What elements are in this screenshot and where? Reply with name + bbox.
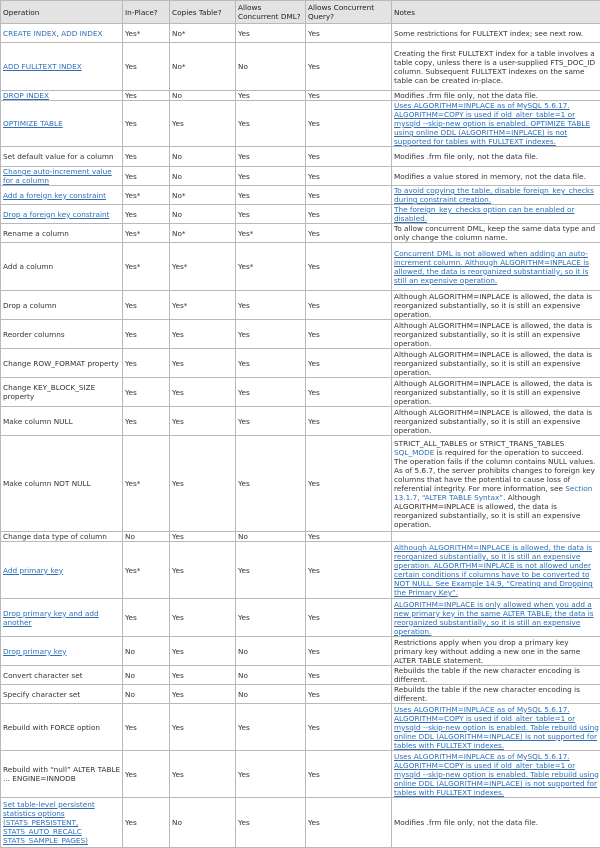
operation-link[interactable]: OPTIMIZE TABLE: [3, 119, 63, 128]
concurrent-dml-cell: Yes*: [236, 243, 306, 291]
notes-link[interactable]: The foreign_key_checks option can be enabled or disabled.: [394, 205, 575, 223]
notes-cell: [392, 637, 600, 666]
concurrent-query-cell: Yes: [306, 542, 392, 599]
table-row: [1, 291, 600, 320]
concurrent-dml-cell: No: [236, 532, 306, 542]
header-concurrent-dml: Allows Concurrent DML?: [236, 1, 306, 24]
concurrent-dml-cell: Yes: [236, 378, 306, 407]
concurrent-query-cell: Yes: [306, 291, 392, 320]
table-row: [1, 407, 600, 436]
copies-table-cell: Yes: [170, 751, 236, 798]
operation-link[interactable]: Add primary key: [3, 566, 63, 575]
operation-text: Change ROW_FORMAT property: [3, 359, 119, 368]
table-row: [1, 599, 600, 637]
in-place-cell: Yes: [123, 291, 170, 320]
copies-table-cell: Yes: [170, 637, 236, 666]
operation-cell: [1, 167, 123, 186]
operation-cell: [1, 224, 123, 243]
operation-text: Set default value for a column: [3, 152, 114, 161]
operation-cell: [1, 599, 123, 637]
header-operation: Operation: [1, 1, 123, 24]
notes-text: Rebuilds the table if the new character encoding is different.: [394, 666, 580, 684]
in-place-cell: Yes: [123, 751, 170, 798]
notes-cell: [392, 243, 600, 291]
notes-link[interactable]: SQL_MODE: [394, 448, 434, 457]
notes-link[interactable]: Although ALGORITHM=INPLACE is allowed, the data is reorganized substantially, so it is still an expensive operation. ALGORITHM=INPLACE is not allowed under certain conditions if columns have to be converted to NOT NULL. See Example 14.9, “Creating and Dropping the Primary Key”.: [394, 543, 593, 597]
operation-link[interactable]: Change auto-increment value for a column: [3, 167, 112, 185]
operation-text: Make column NOT NULL: [3, 479, 91, 488]
copies-table-cell: Yes: [170, 349, 236, 378]
notes-link[interactable]: Uses ALGORITHM=INPLACE as of MySQL 5.6.17. ALGORITHM=COPY is used if old_alter_table=1 or mysqld --skip-new option is enabled. Table rebuild using online DDL (ALGORITHM=INPLACE) is not supported for tables with FULLTEXT indexes.: [394, 705, 599, 750]
copies-table-cell: No: [170, 167, 236, 186]
copies-table-cell: Yes: [170, 101, 236, 147]
concurrent-query-cell: Yes: [306, 704, 392, 751]
table-row: [1, 224, 600, 243]
notes-link[interactable]: To avoid copying the table, disable foreign_key_checks during constraint creation.: [394, 186, 594, 204]
operation-text: Add a column: [3, 262, 53, 271]
table-row: [1, 147, 600, 167]
in-place-cell: Yes: [123, 704, 170, 751]
concurrent-dml-cell: No: [236, 637, 306, 666]
concurrent-dml-cell: Yes: [236, 436, 306, 532]
notes-text: Modifies .frm file only, not the data file.: [394, 818, 538, 827]
notes-link[interactable]: Concurrent DML is not allowed when adding an auto-increment column. Although ALGORITHM=INPLACE is allowed, the data is reorganized substantially, so it is still an expensive operation.: [394, 249, 589, 285]
in-place-cell: Yes: [123, 407, 170, 436]
concurrent-dml-cell: No: [236, 685, 306, 704]
notes-text: . Although ALGORITHM=INPLACE is allowed, the data is reorganized substantially, so it is still an expensive operation.: [394, 493, 580, 529]
notes-cell: [392, 599, 600, 637]
operation-cell: [1, 101, 123, 147]
in-place-cell: Yes: [123, 320, 170, 349]
operation-cell: [1, 637, 123, 666]
table-row: [1, 205, 600, 224]
notes-cell: [392, 24, 600, 43]
concurrent-query-cell: Yes: [306, 599, 392, 637]
copies-table-cell: Yes: [170, 666, 236, 685]
operation-cell: [1, 186, 123, 205]
copies-table-cell: Yes: [170, 532, 236, 542]
concurrent-dml-cell: Yes: [236, 320, 306, 349]
in-place-cell: Yes*: [123, 436, 170, 532]
operation-text: Reorder columns: [3, 330, 65, 339]
concurrent-dml-cell: Yes: [236, 186, 306, 205]
notes-cell: [392, 685, 600, 704]
notes-text: STRICT_ALL_TABLES or STRICT_TRANS_TABLES: [394, 439, 564, 448]
operation-text: Change KEY_BLOCK_SIZE property: [3, 383, 95, 401]
concurrent-dml-cell: Yes: [236, 24, 306, 43]
concurrent-query-cell: Yes: [306, 243, 392, 291]
table-row: [1, 186, 600, 205]
notes-link[interactable]: Uses ALGORITHM=INPLACE as of MySQL 5.6.17. ALGORITHM=COPY is used if old_alter_table=1 or mysqld --skip-new option is enabled. Table rebuild using online DDL (ALGORITHM=INPLACE) is not supported for tables with FULLTEXT indexes.: [394, 752, 599, 797]
operation-cell: [1, 91, 123, 101]
operation-text: Convert character set: [3, 671, 83, 680]
in-place-cell: No: [123, 637, 170, 666]
header-copies-table: Copies Table?: [170, 1, 236, 24]
notes-text: Modifies .frm file only, not the data file.: [394, 152, 538, 161]
concurrent-dml-cell: Yes: [236, 798, 306, 848]
notes-text: Rebuilds the table if the new character encoding is different.: [394, 685, 580, 703]
concurrent-dml-cell: Yes: [236, 704, 306, 751]
concurrent-dml-cell: Yes: [236, 91, 306, 101]
notes-cell: [392, 436, 600, 532]
table-body: [1, 24, 600, 848]
operation-link[interactable]: Drop a foreign key constraint: [3, 210, 109, 219]
concurrent-dml-cell: No: [236, 666, 306, 685]
notes-cell: [392, 147, 600, 167]
table-row: [1, 243, 600, 291]
in-place-cell: Yes: [123, 91, 170, 101]
concurrent-dml-cell: Yes: [236, 291, 306, 320]
operation-cell: [1, 542, 123, 599]
notes-text: Although ALGORITHM=INPLACE is allowed, the data is reorganized substantially, so it is still an expensive operation.: [394, 321, 592, 348]
concurrent-query-cell: Yes: [306, 685, 392, 704]
copies-table-cell: Yes: [170, 599, 236, 637]
in-place-cell: Yes*: [123, 186, 170, 205]
header-in-place: In-Place?: [123, 1, 170, 24]
in-place-cell: Yes: [123, 101, 170, 147]
in-place-cell: Yes*: [123, 243, 170, 291]
operation-text: Rename a column: [3, 229, 69, 238]
in-place-cell: No: [123, 685, 170, 704]
in-place-cell: No: [123, 666, 170, 685]
notes-cell: [392, 532, 600, 542]
operation-cell: [1, 751, 123, 798]
operation-cell: [1, 320, 123, 349]
notes-text: Although ALGORITHM=INPLACE is allowed, the data is reorganized substantially, so it is still an expensive operation.: [394, 292, 592, 319]
copies-table-cell: No*: [170, 43, 236, 91]
copies-table-cell: Yes: [170, 407, 236, 436]
concurrent-query-cell: Yes: [306, 532, 392, 542]
notes-text: Modifies .frm file only, not the data file.: [394, 91, 538, 100]
header-notes: Notes: [392, 1, 600, 24]
table-row: [1, 542, 600, 599]
operation-text: Specify character set: [3, 690, 80, 699]
in-place-cell: No: [123, 532, 170, 542]
operation-link[interactable]: Set table-level persistent statistics options (STATS_PERSISTENT, STATS_AUTO_RECALC STATS_SAMPLE_PAGES): [3, 800, 95, 845]
table-row: [1, 43, 600, 91]
copies-table-cell: No*: [170, 224, 236, 243]
operation-link[interactable]: DROP INDEX: [3, 91, 49, 100]
operation-cell: [1, 532, 123, 542]
concurrent-dml-cell: Yes*: [236, 224, 306, 243]
copies-table-cell: Yes: [170, 704, 236, 751]
table-row: [1, 704, 600, 751]
table-row: [1, 378, 600, 407]
operation-cell: [1, 349, 123, 378]
copies-table-cell: No: [170, 91, 236, 101]
concurrent-query-cell: Yes: [306, 436, 392, 532]
concurrent-query-cell: Yes: [306, 91, 392, 101]
header-row: [1, 1, 600, 24]
notes-cell: [392, 542, 600, 599]
table-row: [1, 637, 600, 666]
concurrent-query-cell: Yes: [306, 205, 392, 224]
operation-cell: [1, 205, 123, 224]
operation-text: ,: [56, 29, 61, 38]
concurrent-query-cell: Yes: [306, 147, 392, 167]
table-row: [1, 91, 600, 101]
concurrent-query-cell: Yes: [306, 43, 392, 91]
notes-cell: [392, 224, 600, 243]
copies-table-cell: No: [170, 798, 236, 848]
copies-table-cell: No: [170, 147, 236, 167]
table-row: [1, 798, 600, 848]
concurrent-query-cell: Yes: [306, 101, 392, 147]
table-row: [1, 167, 600, 186]
copies-table-cell: No: [170, 205, 236, 224]
operation-cell: [1, 291, 123, 320]
concurrent-dml-cell: Yes: [236, 205, 306, 224]
concurrent-query-cell: Yes: [306, 666, 392, 685]
table-row: [1, 666, 600, 685]
notes-cell: [392, 291, 600, 320]
in-place-cell: Yes: [123, 147, 170, 167]
operation-cell: [1, 407, 123, 436]
notes-link[interactable]: Uses ALGORITHM=INPLACE as of MySQL 5.6.17. ALGORITHM=COPY is used if old_alter_table=1 or mysqld --skip-new option is enabled. OPTIMIZE TABLE using online DDL (ALGORITHM=INPLACE) is not supported for tables with FULLTEXT indexes.: [394, 101, 590, 146]
operation-cell: [1, 436, 123, 532]
in-place-cell: Yes: [123, 798, 170, 848]
notes-cell: [392, 751, 600, 798]
concurrent-dml-cell: Yes: [236, 751, 306, 798]
notes-cell: [392, 186, 600, 205]
copies-table-cell: Yes: [170, 320, 236, 349]
concurrent-dml-cell: Yes: [236, 542, 306, 599]
in-place-cell: Yes: [123, 205, 170, 224]
concurrent-dml-cell: No: [236, 43, 306, 91]
in-place-cell: Yes: [123, 43, 170, 91]
table-row: [1, 685, 600, 704]
notes-text: is required for the operation to succeed. The operation fails if the column contains NULL values. As of 5.6.7, the server prohibits changes to foreign key columns that have the potential to cause loss of referential integrity. For more information, see: [394, 448, 595, 493]
copies-table-cell: Yes: [170, 685, 236, 704]
concurrent-query-cell: Yes: [306, 798, 392, 848]
operation-cell: [1, 147, 123, 167]
operation-cell: [1, 704, 123, 751]
copies-table-cell: No*: [170, 24, 236, 43]
notes-text: Creating the first FULLTEXT index for a table involves a table copy, unless there is a user-supplied FTS_DOC_ID column. Subsequent FULLTEXT indexes on the same table can be created in-place.: [394, 49, 595, 85]
notes-cell: [392, 378, 600, 407]
notes-text: To allow concurrent DML, keep the same data type and only change the column name.: [394, 224, 595, 242]
in-place-cell: Yes: [123, 599, 170, 637]
table-row: [1, 24, 600, 43]
concurrent-query-cell: Yes: [306, 751, 392, 798]
concurrent-query-cell: Yes: [306, 224, 392, 243]
operation-cell: [1, 24, 123, 43]
concurrent-query-cell: Yes: [306, 378, 392, 407]
operation-cell: [1, 685, 123, 704]
copies-table-cell: No*: [170, 186, 236, 205]
notes-cell: [392, 101, 600, 147]
table-row: [1, 436, 600, 532]
notes-cell: [392, 704, 600, 751]
concurrent-dml-cell: Yes: [236, 599, 306, 637]
copies-table-cell: Yes*: [170, 243, 236, 291]
operation-link[interactable]: ADD FULLTEXT INDEX: [3, 62, 82, 71]
in-place-cell: Yes*: [123, 224, 170, 243]
notes-text: Although ALGORITHM=INPLACE is allowed, the data is reorganized substantially, so it is still an expensive operation.: [394, 408, 592, 435]
operation-text: Rebuild with FORCE option: [3, 723, 100, 732]
notes-text: Although ALGORITHM=INPLACE is allowed, the data is reorganized substantially, so it is still an expensive operation.: [394, 379, 592, 406]
notes-cell: [392, 666, 600, 685]
concurrent-dml-cell: Yes: [236, 101, 306, 147]
copies-table-cell: Yes: [170, 378, 236, 407]
notes-text: Some restrictions for FULLTEXT index; see next row.: [394, 29, 583, 38]
table-row: [1, 349, 600, 378]
notes-link[interactable]: Section 13.1.7, “ALTER TABLE Syntax”: [394, 484, 592, 502]
notes-text: Although ALGORITHM=INPLACE is allowed, the data is reorganized substantially, so it is still an expensive operation.: [394, 350, 592, 377]
table-row: [1, 101, 600, 147]
concurrent-query-cell: Yes: [306, 637, 392, 666]
notes-cell: [392, 798, 600, 848]
in-place-cell: Yes*: [123, 24, 170, 43]
table-row: [1, 751, 600, 798]
operation-text: Drop a column: [3, 301, 57, 310]
operation-cell: [1, 666, 123, 685]
operation-text: Rebuild with “null” ALTER TABLE ... ENGINE=INNODB: [3, 765, 120, 783]
in-place-cell: Yes*: [123, 542, 170, 599]
concurrent-query-cell: Yes: [306, 167, 392, 186]
operation-text: Change data type of column: [3, 532, 107, 541]
copies-table-cell: Yes*: [170, 291, 236, 320]
concurrent-query-cell: Yes: [306, 407, 392, 436]
operation-cell: [1, 243, 123, 291]
notes-link[interactable]: ALGORITHM=INPLACE is only allowed when you add a new primary key in the same ALTER TABLE; the data is reorganized substantially, so it is still an expensive operation.: [394, 600, 594, 636]
concurrent-dml-cell: Yes: [236, 147, 306, 167]
header-concurrent-query: Allows Concurrent Query?: [306, 1, 392, 24]
notes-cell: [392, 167, 600, 186]
concurrent-query-cell: Yes: [306, 349, 392, 378]
notes-cell: [392, 349, 600, 378]
notes-cell: [392, 91, 600, 101]
notes-text: Restrictions apply when you drop a primary key primary key without adding a new one in the same ALTER TABLE statement.: [394, 638, 580, 665]
operation-cell: [1, 43, 123, 91]
notes-cell: [392, 320, 600, 349]
notes-cell: [392, 205, 600, 224]
copies-table-cell: Yes: [170, 542, 236, 599]
concurrent-dml-cell: Yes: [236, 167, 306, 186]
notes-cell: [392, 407, 600, 436]
operation-link[interactable]: ADD INDEX: [61, 29, 102, 38]
table-row: [1, 532, 600, 542]
concurrent-query-cell: Yes: [306, 186, 392, 205]
operation-text: Make column NULL: [3, 417, 73, 426]
operation-link[interactable]: Drop primary key: [3, 647, 67, 656]
concurrent-query-cell: Yes: [306, 320, 392, 349]
operation-link[interactable]: Add a foreign key constraint: [3, 191, 106, 200]
in-place-cell: Yes: [123, 349, 170, 378]
table-row: [1, 320, 600, 349]
notes-text: Modifies a value stored in memory, not the data file.: [394, 172, 586, 181]
concurrent-dml-cell: Yes: [236, 407, 306, 436]
in-place-cell: Yes: [123, 378, 170, 407]
in-place-cell: Yes: [123, 167, 170, 186]
operation-cell: [1, 798, 123, 848]
operation-link[interactable]: CREATE INDEX: [3, 29, 56, 38]
notes-cell: [392, 43, 600, 91]
operation-cell: [1, 378, 123, 407]
concurrent-dml-cell: Yes: [236, 349, 306, 378]
operation-link[interactable]: Drop primary key and add another: [3, 609, 99, 627]
concurrent-query-cell: Yes: [306, 24, 392, 43]
copies-table-cell: Yes: [170, 436, 236, 532]
